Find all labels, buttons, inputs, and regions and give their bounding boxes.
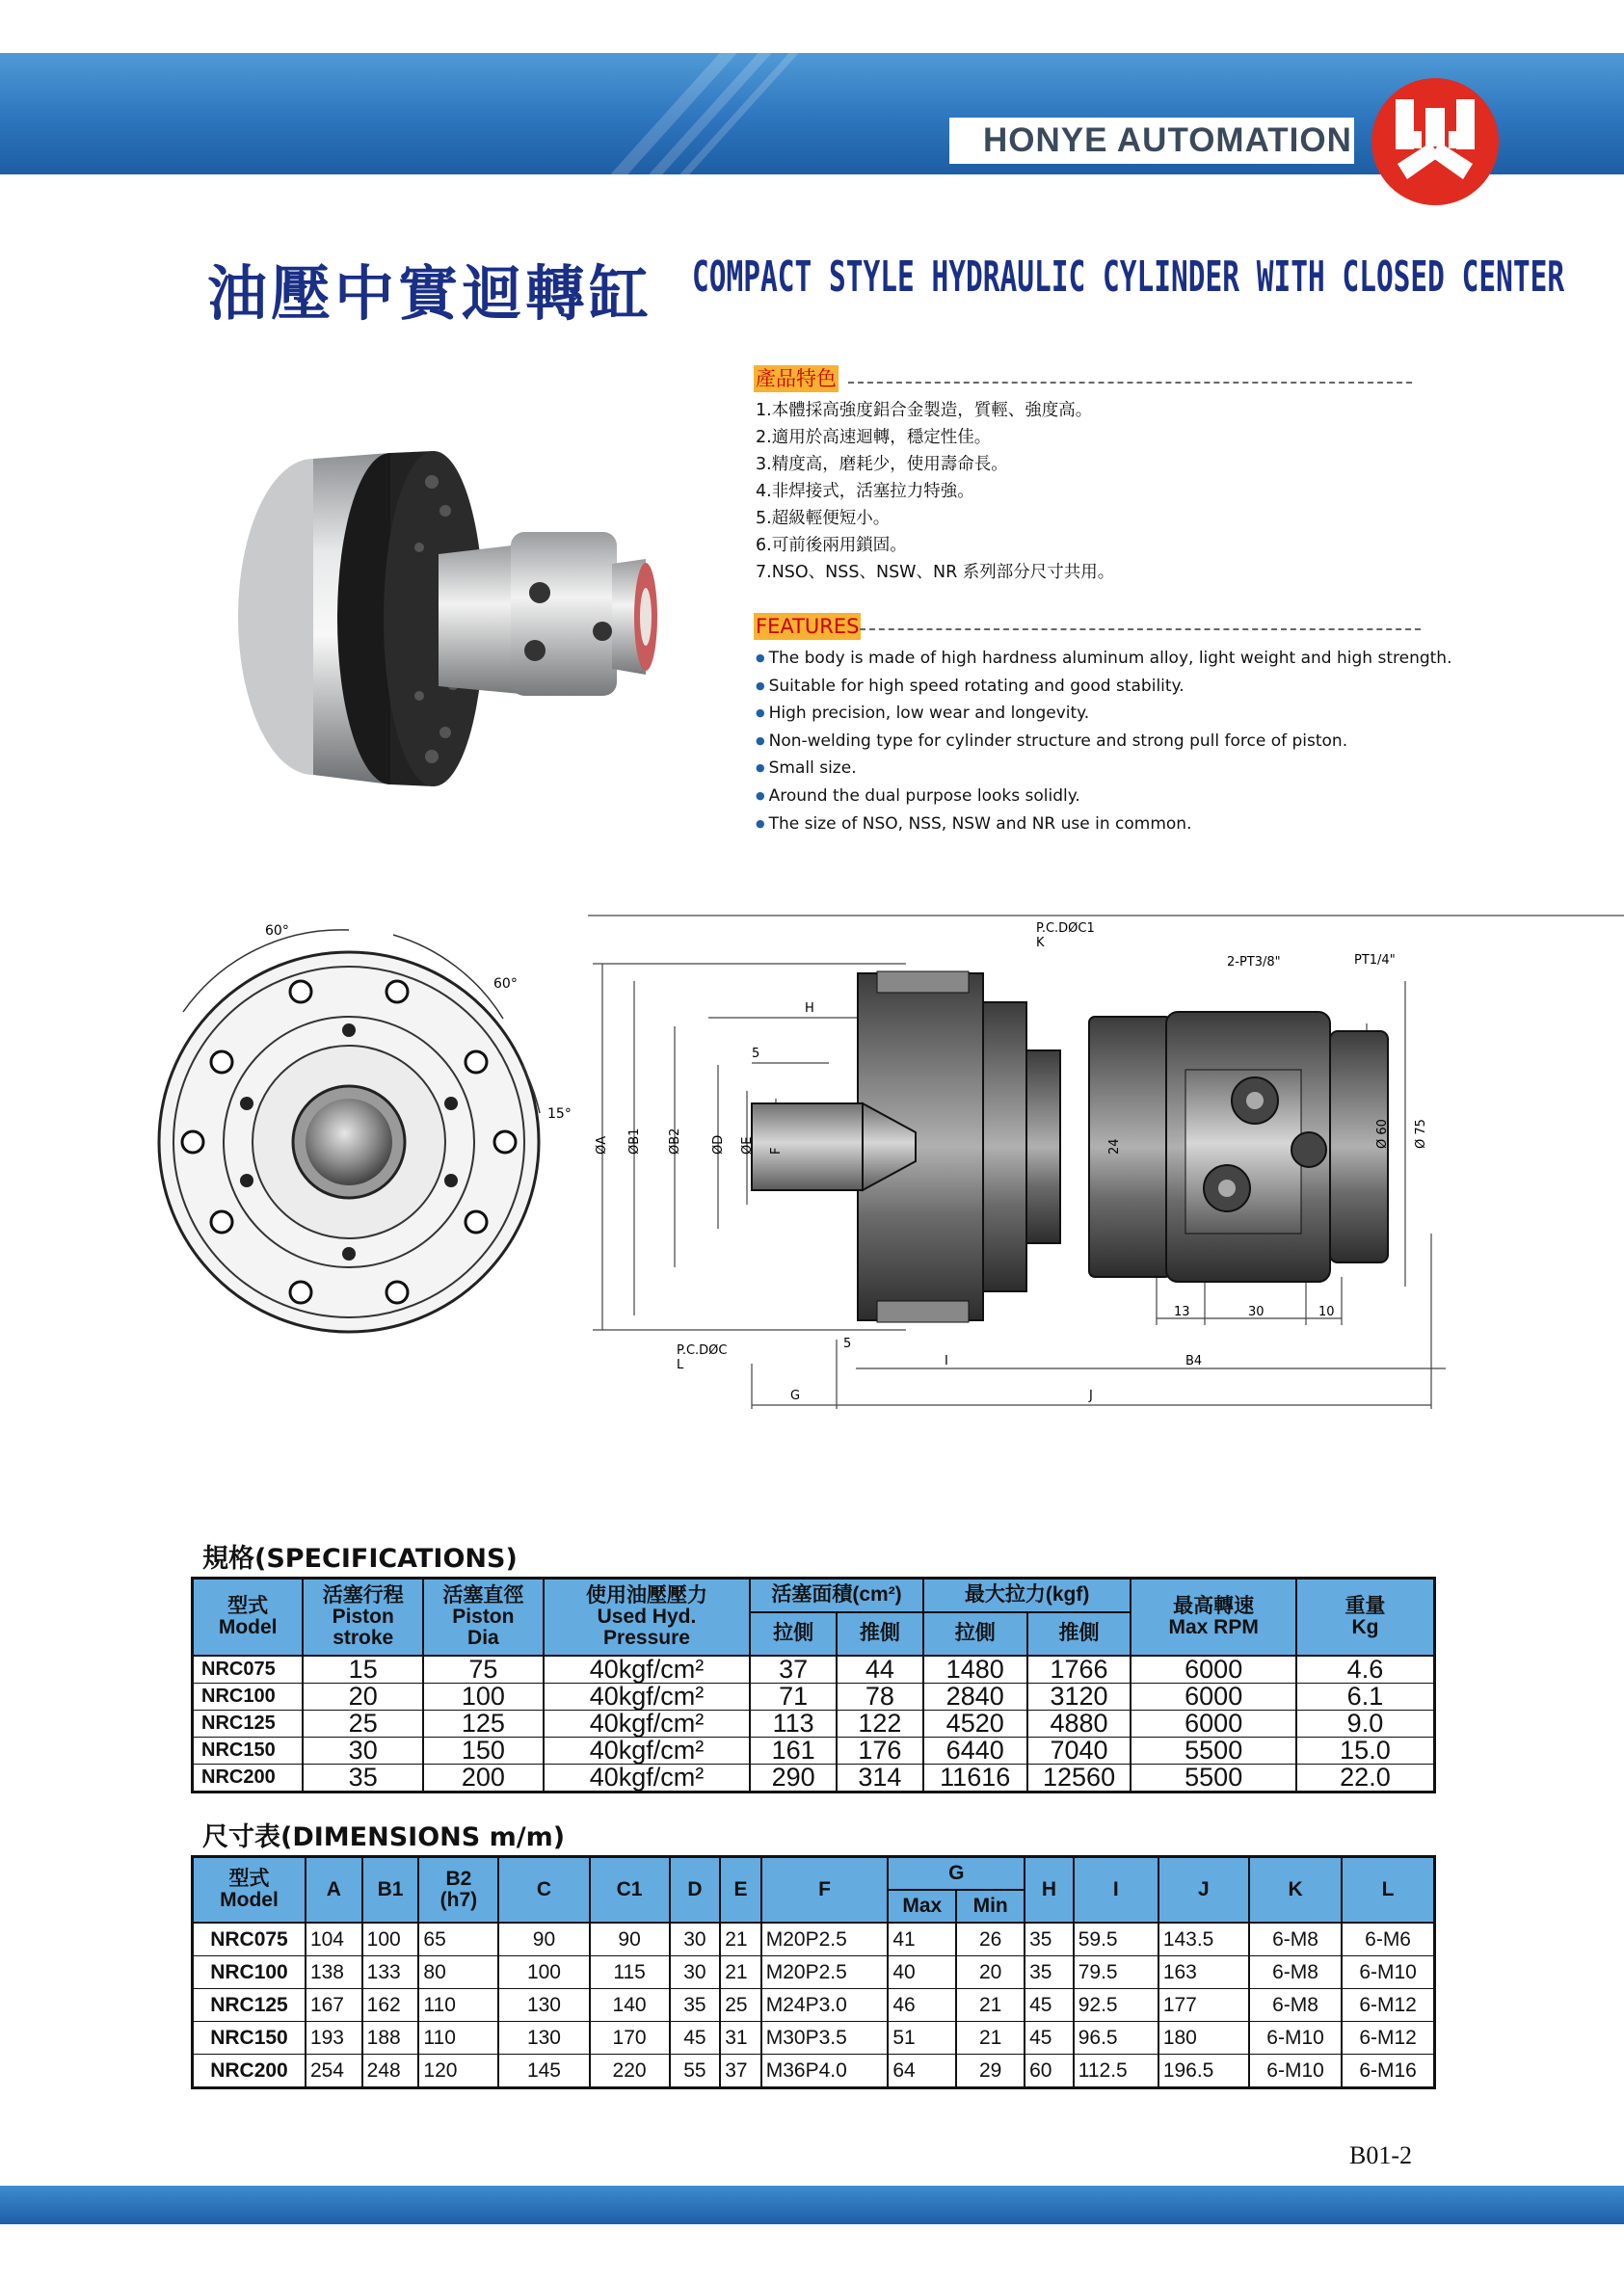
table-row: NRC150 30 150 40kgf/cm² 161 176 6440 7040 5500 15.0 [193,1737,1435,1764]
label-o75: Ø 75 [1414,1119,1428,1149]
features-en-heading: FEATURES [756,615,860,638]
label-pcd-c: P.C.DØC [677,1343,728,1358]
specs-table [191,1577,1436,1793]
specs-title: 規格(SPECIFICATIONS) [202,1544,518,1574]
label-ob1: ØB1 [627,1128,642,1155]
label-l: L [677,1358,684,1372]
label-ob2: ØB2 [668,1128,682,1155]
table-row: NRC075 104 100 65 90 90 30 21 M20P2.5 41 26 35 59.5 143.5 6-M8 6-M6 [193,1923,1435,1956]
label-h: H [805,1001,814,1016]
list-item: ● Non-welding type for cylinder structure and strong pull force of piston. [756,728,1451,756]
list-item: 7.NSO、NSS、NSW、NR 系列部分尺寸共用。 [756,563,1115,582]
front-angle-60-b: 60° [493,976,518,992]
col-d: D [670,1857,721,1923]
col-f: F [761,1857,889,1923]
col-k: K [1249,1857,1342,1923]
col-rpm: 最高轉速 Max RPM [1131,1579,1295,1656]
front-view-drawing [145,911,572,1344]
dimensions-title: 尺寸表(DIMENSIONS m/m) [202,1822,566,1852]
col-area-push: 推側 [837,1612,923,1656]
col-a: A [306,1857,362,1923]
col-model: 型式 Model [193,1857,306,1923]
features-cn-heading: 產品特色 [756,367,837,390]
list-item: 6.可前後兩用鎖固。 [756,536,907,555]
table-row: NRC125 25 125 40kgf/cm² 113 122 4520 4880 6000 9.0 [193,1710,1435,1737]
col-area-pull: 拉側 [750,1612,837,1656]
table-row: NRC200 35 200 40kgf/cm² 290 314 11616 12560 5500 22.0 [193,1764,1435,1792]
side-view-drawing [588,916,1436,1417]
table-row: NRC200 254 248 120 145 220 55 37 M36P4.0 64 29 60 112.5 196.5 6-M10 6-M16 [193,2054,1435,2087]
features-cn-divider [848,382,1412,384]
col-force-pull: 拉側 [923,1612,1027,1656]
dimensions-table [191,1855,1436,2089]
col-dia: 活塞直徑 Piston Dia [423,1579,544,1656]
label-oe: ØE [740,1136,755,1155]
page-number: B01-2 [1349,2141,1412,2169]
features-en-list [756,645,1451,837]
label-pcd-c1: P.C.DØC1 [1036,921,1095,936]
label-13: 13 [1174,1305,1190,1319]
label-g: G [790,1389,801,1403]
col-b2: B2 (h7) [418,1857,498,1923]
features-cn-list [756,397,1114,586]
col-weight: 重量 Kg [1296,1579,1435,1656]
col-e: E [720,1857,761,1923]
table-row: NRC100 138 133 80 100 115 30 21 M20P2.5 40 20 35 79.5 163 6-M8 6-M10 [193,1955,1435,1988]
list-item: ● Around the dual purpose looks solidly. [756,783,1451,810]
col-g-min: Min [956,1890,1025,1923]
col-area: 活塞面積(cm²) [750,1579,923,1612]
list-item: 2.適用於高速迴轉，穩定性佳。 [756,428,992,447]
col-c1: C1 [590,1857,670,1923]
list-item: ● Suitable for high speed rotating and good stability. [756,673,1451,701]
product-photo [222,424,684,810]
col-force-push: 推側 [1027,1612,1131,1656]
col-g: G [888,1857,1025,1890]
col-c: C [498,1857,589,1923]
table-row: NRC100 20 100 40kgf/cm² 71 78 2840 3120 6000 6.1 [193,1683,1435,1710]
label-24: 24 [1107,1138,1122,1155]
label-j: J [1089,1389,1093,1403]
label-f: F [769,1147,784,1155]
table-row: NRC125 167 162 110 130 140 35 25 M24P3.0 46 21 45 92.5 177 6-M8 6-M12 [193,1988,1435,2021]
list-item: 5.超級輕便短小。 [756,509,891,528]
label-pt14: PT1/4" [1354,953,1396,968]
col-g-max: Max [888,1890,956,1923]
label-o60: Ø 60 [1375,1119,1390,1149]
page-title-en: COMPACT STYLE HYDRAULIC CYLINDER WITH CLOSED CENTER [692,252,1565,302]
col-model: 型式 Model [193,1579,304,1656]
label-od: ØD [711,1134,726,1155]
col-b1: B1 [362,1857,419,1923]
table-row: NRC075 15 75 40kgf/cm² 37 44 1480 1766 6000 4.6 [193,1656,1435,1684]
col-stroke: 活塞行程 Piston stroke [303,1579,423,1656]
honye-logo-icon [1369,75,1502,208]
table-row: NRC150 193 188 110 130 170 45 31 M30P3.5 51 21 45 96.5 180 6-M10 6-M12 [193,2021,1435,2054]
label-k: K [1036,936,1045,950]
label-pt38: 2-PT3/8" [1227,955,1281,969]
front-angle-15: 15° [547,1106,572,1122]
list-item: ● The size of NSO, NSS, NSW and NR use in common. [756,810,1451,838]
list-item: ● High precision, low wear and longevity. [756,700,1451,728]
label-30: 30 [1248,1305,1265,1319]
list-item: ● Small size. [756,755,1451,783]
col-l: L [1342,1857,1434,1923]
col-j: J [1158,1857,1249,1923]
front-angle-60-a: 60° [265,923,289,939]
features-en-divider [860,628,1421,630]
label-5b: 5 [843,1337,852,1351]
col-h: H [1025,1857,1074,1923]
col-force: 最大拉力(kgf) [923,1579,1131,1612]
col-i: I [1074,1857,1158,1923]
list-item: 1.本體採高強度鋁合金製造，質輕、強度高。 [756,401,1093,420]
col-pressure: 使用油壓壓力 Used Hyd. Pressure [544,1579,751,1656]
label-i: I [945,1354,948,1368]
page-title-cn: 油壓中實迴轉缸 [207,258,653,329]
label-oa: ØA [595,1135,609,1155]
label-10: 10 [1318,1305,1335,1319]
list-item: 3.精度高，磨耗少，使用壽命長。 [756,455,1008,474]
label-b4: B4 [1185,1354,1203,1368]
brand-name: HONYE AUTOMATION [983,121,1352,159]
list-item: 4.非焊接式，活塞拉力特強。 [756,482,974,501]
label-5a: 5 [752,1047,760,1061]
footer-band [0,2186,1624,2224]
list-item: ● The body is made of high hardness aluminum alloy, light weight and high strength. [756,645,1451,673]
